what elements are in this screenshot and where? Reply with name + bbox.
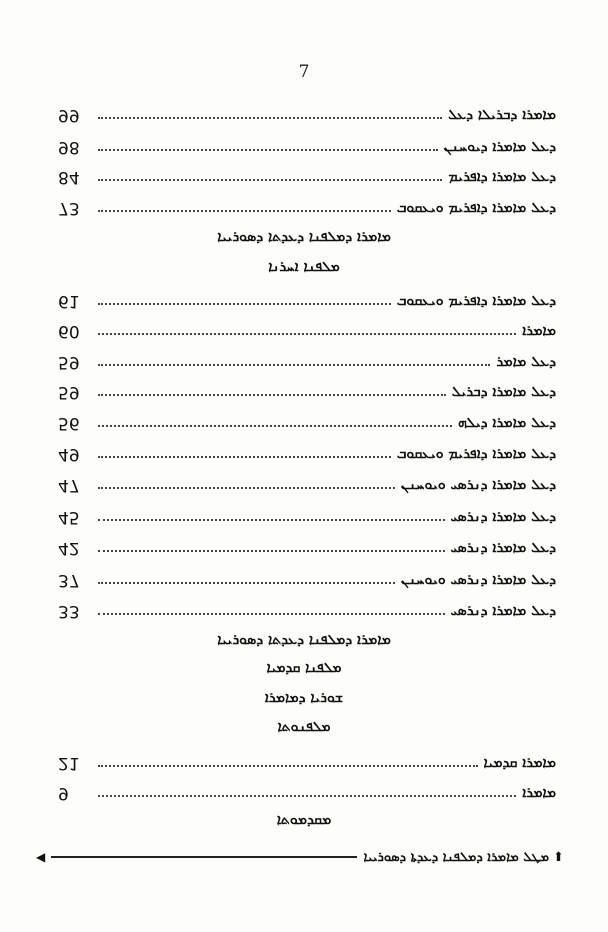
dot-leader: [98, 795, 516, 797]
dot-leader: [98, 149, 438, 151]
toc-entry[interactable]: [58, 443, 556, 465]
toc-entry[interactable]: [58, 474, 556, 496]
entry-title: ܕܥܠ ܡܐܡܪܐ ܕܝܘܚܢܢ: [443, 139, 556, 155]
entry-title: ܕܥܠ ܡܐܡܪܐ ܕܢܪܣܝ: [450, 540, 556, 556]
toc-entry[interactable]: [58, 569, 556, 591]
entry-page-number: 47: [58, 475, 80, 495]
section-heading: ܡܠܦܢܐ ܩܕܡܝܐ: [266, 660, 342, 676]
entry-page-number: 49: [58, 444, 80, 464]
entry-page-number: 61: [58, 291, 80, 311]
footer-rule: [51, 856, 357, 858]
entry-page-number: 21: [58, 753, 80, 773]
entry-title: ܕܥܠ ܡܐܡܪܐ ܕܢܪܣܝ: [450, 603, 556, 619]
dot-leader: [98, 364, 490, 366]
toc-entry[interactable]: [58, 136, 556, 158]
section-heading: ܡܐܡܪܐ ܕܡܠܦܢܐ ܕܥܕܬܐ ܕܣܘܪܝܝܐ: [217, 229, 391, 245]
entry-page-number: 42: [58, 538, 80, 558]
toc-entry[interactable]: [58, 381, 556, 403]
entry-title: ܕܥܠ ܡܐܡܪܐ ܕܐܦܪܝܡ: [448, 169, 556, 185]
dot-leader: [98, 456, 391, 458]
section-heading: ܡܐܡܪܐ ܕܡܠܦܢܐ ܕܥܕܬܐ ܕܣܘܪܝܝܐ: [217, 632, 391, 648]
dot-leader: [98, 179, 442, 181]
entry-title: ܕܥܠ ܡܐܡܪܐ ܕܐܦܪܝܡ ܘܝܥܩܘܒ: [396, 446, 556, 462]
entry-page-number: 98: [58, 137, 80, 157]
dot-leader: [98, 333, 516, 335]
entry-page-number: 73: [58, 198, 80, 218]
toc-entry[interactable]: [58, 351, 556, 373]
dot-leader: [98, 117, 442, 119]
dot-leader: [98, 519, 445, 521]
entry-title: ܡܐܡܪܐ ܕܒܪܝܠܐ ܕܥܠ: [448, 107, 556, 123]
entry-page-number: 84: [58, 167, 80, 187]
entry-title: ܕܥܠ ܡܐܡܪܐ ܕܝܠܗ: [458, 415, 556, 431]
entry-title: ܕܥܠ ܡܐܡܪܐ ܕܢܪܣܝ: [450, 509, 556, 525]
dot-leader: [98, 765, 478, 767]
entry-title: ܡܐܡܪܐ: [522, 785, 556, 801]
toc-entry[interactable]: [58, 752, 556, 774]
toc-entry[interactable]: [58, 197, 556, 219]
dot-leader: [98, 210, 391, 212]
entry-page-number: 37: [58, 570, 80, 590]
entry-title: ܕܥܠ ܡܐܡܪܐ ܕܐܦܪܝܡ ܘܝܥܩܘܒ: [396, 293, 556, 309]
toc-entry[interactable]: [58, 600, 556, 622]
entry-title: ܕܥܠ ܡܐܡܪܐ ܕܐܦܪܝܡ ܘܝܥܩܘܒ: [396, 200, 556, 216]
footer-text: ܡܛܠ ܡܐܡܪܐ ܕܡܠܦܢܐ ܕܥܕܬܐ ܕܣܘܪܝܝܐ: [363, 849, 550, 865]
entry-page-number: 33: [58, 601, 80, 621]
entry-page-number: 60: [58, 321, 80, 341]
entry-page-number: 59: [58, 352, 80, 372]
toc-entry[interactable]: [58, 104, 556, 126]
section-heading: ܡܠܦܢܘܬܐ: [277, 719, 331, 735]
entry-page-number: 99: [58, 105, 80, 125]
toc-entry[interactable]: [58, 320, 556, 342]
dot-leader: [98, 613, 445, 615]
entry-title: ܕܥܠ ܡܐܡܪ: [496, 354, 556, 370]
entry-title: ܡܐܡܪܐ ܩܕܡܝܐ: [483, 755, 556, 771]
arrow-left-icon: ◀: [36, 850, 46, 864]
entry-title: ܕܥܠ ܡܐܡܪܐ ܕܢܪܣܝ ܘܝܘܚܢܢ: [400, 477, 556, 493]
dot-leader: [98, 550, 445, 552]
dot-leader: [98, 303, 391, 305]
entry-title: ܕܥܠ ܡܐܡܪܐ ܕܢܪܣܝ ܘܝܘܚܢܢ: [400, 572, 556, 588]
dot-leader: [98, 487, 395, 489]
dot-leader: [98, 582, 395, 584]
toc-entry[interactable]: [58, 290, 556, 312]
section-heading: ܫܘܪܝܐ ܕܡܐܡܪܐ: [264, 690, 344, 706]
dot-leader: [98, 425, 452, 427]
toc-entry[interactable]: [58, 166, 556, 188]
toc-entry[interactable]: [58, 506, 556, 528]
toc-entry[interactable]: [58, 537, 556, 559]
entry-page-number: 56: [58, 413, 80, 433]
toc-entry[interactable]: [58, 412, 556, 434]
arrow-up-icon: ⬆: [553, 849, 564, 865]
entry-page-number: 59: [58, 382, 80, 402]
section-heading: ܡܠܦܢܐ ܐܚܪܢܐ: [268, 259, 340, 275]
entry-page-number: 45: [58, 507, 80, 527]
section-heading: ܡܩܕܡܘܬܐ: [276, 812, 332, 828]
entry-title: ܡܐܡܪܐ: [522, 323, 556, 339]
entry-title: ܕܥܠ ܡܐܡܪܐ ܕܒܪܝܠ: [451, 384, 556, 400]
page-footer: [36, 848, 564, 866]
dot-leader: [98, 394, 446, 396]
toc-entry[interactable]: [58, 782, 556, 804]
page-number: 7: [298, 62, 310, 82]
entry-page-number: 9: [58, 783, 69, 803]
